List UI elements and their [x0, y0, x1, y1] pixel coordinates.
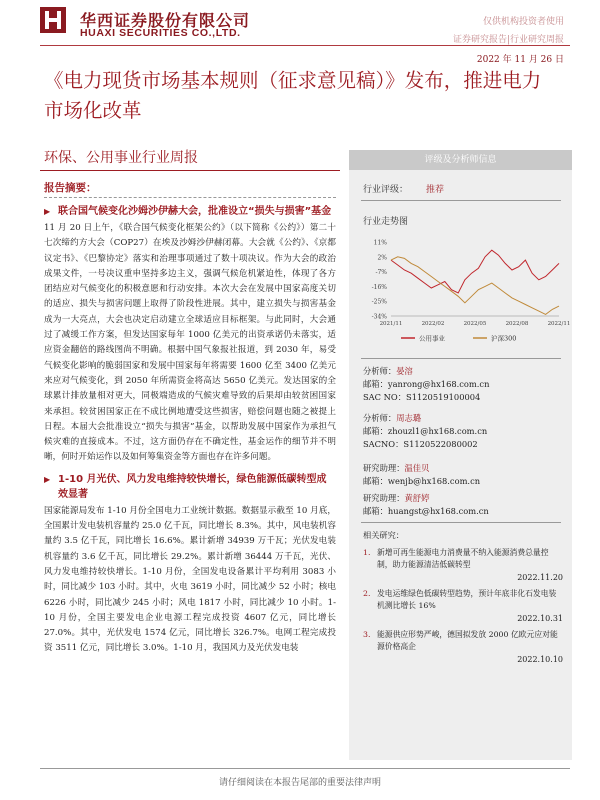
legal-notice: 请仔细阅读在本报告尾部的重要法律声明	[218, 778, 381, 788]
analyst-name: 周志璐	[396, 413, 422, 423]
related-date: 2022.11.20	[517, 573, 563, 582]
legend-label: 公用事业	[419, 334, 445, 343]
footer-divider	[40, 768, 570, 769]
x-tick-label: 2022/11	[547, 321, 571, 327]
summary-label: 报告摘要：	[44, 182, 97, 194]
analyst-email[interactable]: 邮箱：zhouzl1@hx168.com.cn	[363, 426, 488, 436]
related-item[interactable]	[363, 588, 563, 612]
audience-tag: 仅供机构投资者使用	[482, 17, 564, 27]
y-tick-label: 11%	[373, 239, 387, 247]
info-panel	[349, 150, 572, 760]
header-divider	[40, 45, 570, 46]
rating-row	[363, 182, 444, 195]
related-research	[363, 530, 563, 664]
subhead-divider	[40, 170, 340, 171]
related-date: 2022.10.10	[517, 655, 563, 664]
panel-divider	[361, 200, 561, 201]
analyst-role: 分析师：	[363, 366, 397, 376]
related-item[interactable]	[363, 629, 563, 653]
x-tick-label: 2022/08	[505, 321, 529, 327]
report-title: 《电力现货市场基本规则（征求意见稿）》发布，推进电力市场化改革	[44, 69, 542, 122]
summary-paragraph-2: 国家能源局发布 1-10 月份全国电力工业统计数据。数据显示截至 10 月底，全国累计发电装机容量约 25.0 亿千瓦，同比增长 8.3%。其中，风电装机容量约 3.5 亿千瓦，同比增长 16.6%。累计新增 34939 万千瓦；光伏发电装机容量约 3.6 亿千瓦，同比增长 29.2%。累计新增 36444 万千瓦，光伏、风力发电维持较快增长。1-10 月份，全国发电设备累计平均利用 3083 小时，同比减少 103 小时。其中，火电 3619 小时，同比减少 52 小时；核电 6226 小时，同比减少 245 小时；风电 1817 小时，同比减少 10 小时。1-10 月份，全国主要发电企业电源工程完成投资 4607 亿元，同比增长 27.0%。其中，光伏发电 1574 亿元，同比增长 326.7%。电网工程完成投资 3511 亿元，同比增长 3.0%。1-10 月，我国风力及光伏发电装	[44, 505, 336, 654]
analyst-4	[363, 492, 489, 518]
analyst-email[interactable]: 邮箱：yanrong@hx168.com.cn	[363, 379, 490, 389]
analyst-1	[363, 365, 489, 404]
related-label: 相关研究：	[363, 530, 404, 540]
summary-column	[44, 180, 336, 657]
brand-name-cn: 华西证券股份有限公司	[80, 11, 251, 30]
chart-title: 行业走势图	[363, 217, 409, 227]
related-item[interactable]	[363, 547, 563, 571]
y-tick-label: 2%	[377, 254, 387, 262]
analyst-role: 研究助理：	[363, 463, 405, 473]
analyst-role: 分析师：	[363, 413, 397, 423]
panel-divider	[361, 522, 561, 523]
related-title: 新增可再生能源电力消费量不纳入能源消费总量控制，助力能源清洁低碳转型	[377, 548, 549, 569]
related-index: 1.	[363, 548, 371, 557]
legend-label: 沪深300	[491, 334, 517, 343]
related-index: 3.	[363, 630, 371, 639]
analyst-name: 温佳贝	[404, 463, 430, 473]
panel-header: 评级及分析师信息	[349, 150, 572, 170]
brand-name-en: HUAXI SECURITIES CO.,LTD.	[80, 27, 241, 39]
related-title: 发电运维绿色低碳转型趋势，预计年底非化石发电装机测比增长 16%	[377, 589, 557, 610]
report-subhead: 环保、公用事业行业周报	[44, 150, 198, 166]
related-index: 2.	[363, 589, 371, 598]
summary-divider	[44, 197, 336, 198]
report-date: 2022 年 11 月 26 日	[476, 55, 564, 65]
analyst-role: 研究助理：	[363, 493, 405, 503]
header	[0, 0, 600, 46]
x-tick-label: 2022/02	[421, 321, 445, 327]
analyst-name: 黄舒婷	[404, 493, 430, 503]
summary-heading-1: ▶ 联合国气候变化沙姆沙伊赫大会，批准设立“损失与损害”基金	[44, 204, 336, 219]
report-type-tag: 证券研究报告|行业研究周报	[452, 35, 564, 45]
analyst-email[interactable]: 邮箱：huangst@hx168.com.cn	[363, 506, 489, 516]
analyst-sac: SAC NO：S1120519100004	[363, 392, 481, 402]
analyst-3	[363, 462, 480, 488]
summary-heading-2: ▶ 1-10 月光伏、风力发电维持较快增长，绿色能源低碳转型成效显著	[44, 472, 336, 502]
panel-divider	[361, 358, 561, 359]
series-line-1	[391, 257, 559, 315]
analyst-email[interactable]: 邮箱：wenjb@hx168.com.cn	[363, 476, 481, 486]
x-tick-label: 2022/05	[463, 321, 487, 327]
y-tick-label: -7%	[375, 269, 387, 277]
series-line-0	[391, 250, 559, 293]
summary-paragraph-1: 11 月 20 日上午，《联合国气候变化框架公约》（以下简称《公约》）第二十七次缔约方大会（COP27）在埃及沙姆沙伊赫闭幕。大会就《公约》、《京都议定书》、《巴黎协定》落实和治理事项通过了数十项决议。作为大会的政治成果文件，一号决议重申坚持多边主义，强调气候危机紧迫性，体现了各方团结应对气候变化的积极意愿和行动安排。本次大会在发展中国家高度关切的适应、损失与损害问题上取得了阶段性进展。其中，建立损失与损害基金成为一大亮点，大会也决定启动建立全球适应目标框架。与此同时，大会通过了减缓工作方案，但发达国家每年 1000 亿美元的出资承诺仍未落实，适应资金翻倍的路线图尚不明确。根据中国气象报社报道，到 2030 年，易受气候变化影响的脆弱国家和发展中国家每年将需要 1600 亿至 3400 亿美元来应对气候变化，到 2050 年所需资金将高达 5650 亿美元。发达国家的全球累计排放量相对更大，同极端造成的气候灾难导致的后果却由较贫困国家来承担。较贫困国家正在不成比例地遭受这些损害，赔偿问题也随之被提上日程。本届大会批准设立“损失与损害”基金，以帮助发展中国家作为承担气候灾难的直接成本。不过，这方面仍存在不确定性，基金运作的细节并不明晰，何时开始运作以及如何筹集资金等方面也存在许多问题。	[44, 223, 336, 463]
y-tick-label: -16%	[371, 283, 387, 291]
y-tick-label: -25%	[371, 298, 387, 306]
analyst-2	[363, 412, 487, 451]
y-tick-label: -34%	[371, 313, 387, 321]
rating-label: 行业评级：	[363, 185, 409, 195]
analyst-name: 晏溶	[396, 366, 413, 376]
related-title: 能源供应形势严峻，德国拟发放 2000 亿欧元应对能源价格高企	[377, 630, 558, 651]
x-tick-label: 2021/11	[379, 321, 403, 327]
company-logo-icon	[40, 7, 66, 33]
rating-value: 推荐	[426, 185, 445, 195]
related-date: 2022.10.31	[517, 614, 563, 623]
analyst-sac: SACNO：S1120522080002	[363, 439, 478, 449]
